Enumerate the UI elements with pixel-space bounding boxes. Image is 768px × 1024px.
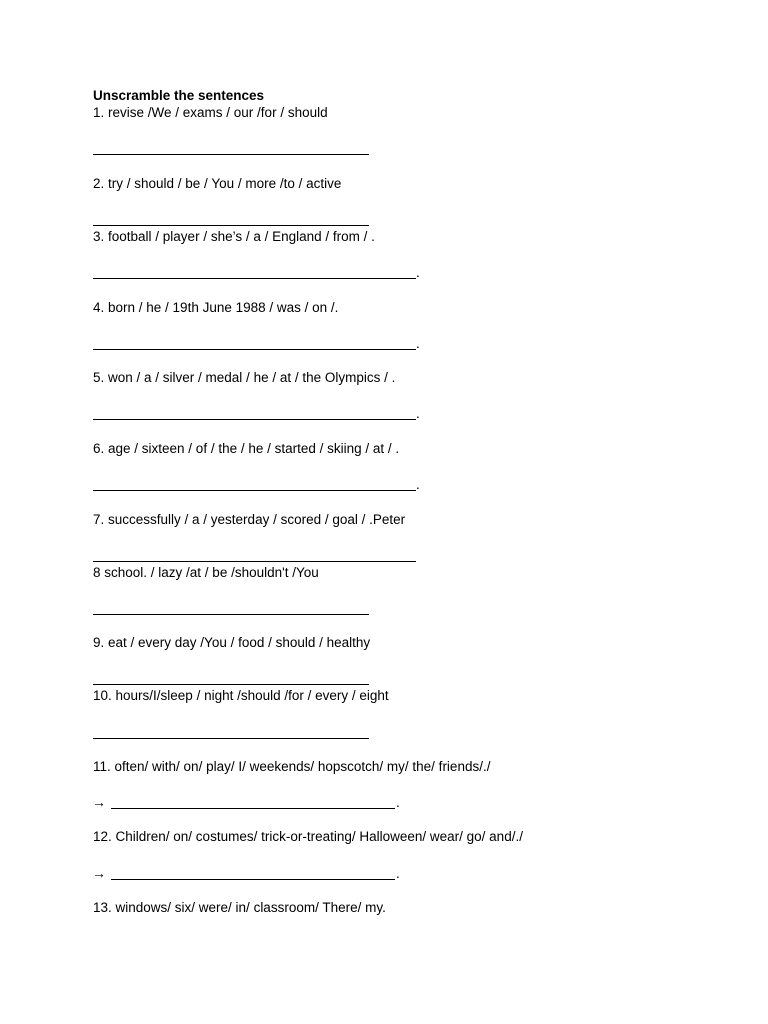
answer-line-11[interactable] [111,808,395,809]
answer-line-9[interactable] [93,684,369,685]
answer-line-4[interactable] [93,349,416,350]
answer-line-1[interactable] [93,154,369,155]
answer-line-5[interactable] [93,419,416,420]
question-10: 10. hours/I/sleep / night /should /for / every / eight [93,688,389,703]
question-5: 5. won / a / silver / medal / he / at / the Olympics / . [93,370,396,385]
answer-line-3[interactable] [93,278,416,279]
answer-period-3: . [416,265,420,280]
question-9: 9. eat / every day /You / food / should / healthy [93,635,371,650]
question-8: 8 school. / lazy /at / be /shouldn't /You [93,565,319,580]
answer-line-2[interactable] [93,225,369,226]
answer-line-12[interactable] [111,879,395,880]
answer-line-6[interactable] [93,490,416,491]
question-13: 13. windows/ six/ were/ in/ classroom/ There/ my. [93,900,386,915]
answer-period-6: . [416,477,420,492]
question-7: 7. successfully / a / yesterday / scored / goal / .Peter [93,512,406,527]
answer-line-8[interactable] [93,614,369,615]
answer-line-10[interactable] [93,738,369,739]
question-12: 12. Children/ on/ costumes/ trick-or-treating/ Halloween/ wear/ go/ and/./ [93,829,523,844]
answer-period-12: . [396,866,400,881]
question-11: 11. often/ with/ on/ play/ I/ weekends/ hopscotch/ my/ the/ friends/./ [93,759,491,774]
question-6: 6. age / sixteen / of / the / he / started / skiing / at / . [93,441,400,456]
question-4: 4. born / he / 19th June 1988 / was / on /. [93,300,339,315]
question-2: 2. try / should / be / You / more /to / active [93,176,342,191]
answer-period-5: . [416,406,420,421]
worksheet-title: Unscramble the sentences [93,88,265,103]
answer-arrow-11: → [92,794,106,810]
question-3: 3. football / player / she’s / a / England / from / . [93,229,375,244]
answer-line-7[interactable] [93,561,416,562]
question-1: 1. revise /We / exams / our /for / should [93,105,328,120]
answer-period-4: . [416,336,420,351]
answer-period-11: . [396,795,400,810]
answer-arrow-12: → [92,865,106,881]
